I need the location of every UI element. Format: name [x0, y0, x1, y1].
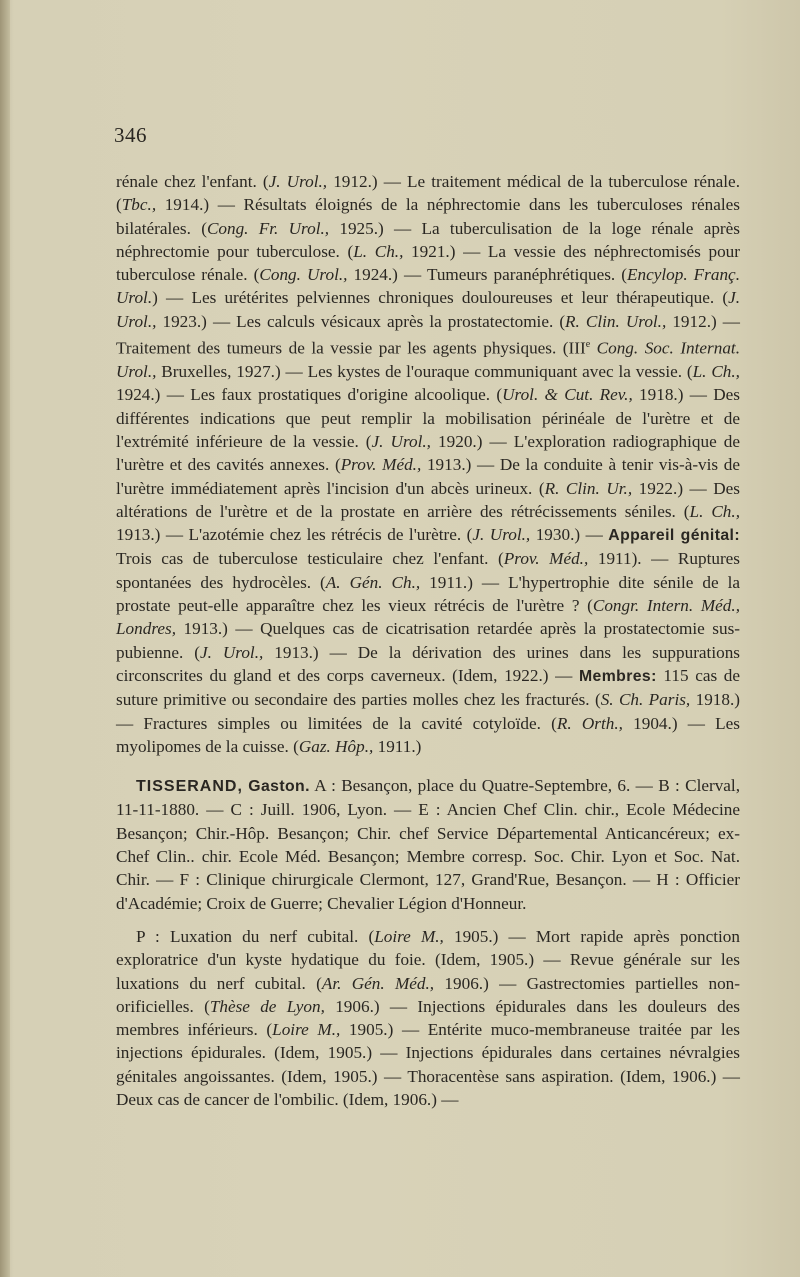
text-run: 1923.) — Les calculs vésicaux après la prostatectomie. (: [156, 311, 566, 331]
text-run: 1930.) —: [530, 525, 609, 545]
journal-citation: Ar. Gén. Méd.,: [321, 973, 435, 993]
body-text: [116, 170, 740, 1111]
text-run: 1912.) — Traitement des tumeurs de la vessie par les agents physiques. (III: [116, 311, 740, 358]
entry-surname: TISSERAND,: [136, 778, 243, 796]
text-run: 1913.) — De la dérivation des urines dans les suppurations circonscrites du gland et des corps caverneux. (Idem, 1922.) —: [116, 642, 740, 685]
journal-citation: Loire M.,: [374, 926, 444, 946]
journal-citation: J. Urol.,: [371, 432, 431, 451]
entry-biography: [116, 774, 740, 915]
text-run: 1912.) — Le traitement médical de la tuberculose rénale. (: [116, 172, 740, 215]
entry-firstname: Gaston.: [248, 778, 310, 796]
text-run: 1911). — Ruptures spontanées des hydrocèles. (: [116, 549, 740, 592]
journal-citation: J. Urol.,: [472, 525, 531, 545]
text-run: 1913.) — Quelques cas de cicatrisation retardée après la prostatectomie sus-pubienne. (: [116, 619, 740, 662]
ordinal-superscript: e: [585, 339, 591, 351]
journal-citation: Loire M.,: [272, 1020, 341, 1040]
journal-citation: A. Gén. Ch.,: [325, 572, 421, 592]
text-run: 1906.) — Injections épidurales dans les douleurs des membres inférieurs. (: [116, 996, 740, 1040]
journal-citation: R. Clin. Ur.,: [544, 478, 633, 498]
journal-citation: Cong. Fr. Urol.,: [206, 218, 330, 238]
text-run: 1922.) — Des altérations de l'urètre et de la prostate en arrière des rétrécissements séniles. (: [116, 478, 740, 521]
journal-citation: J. Urol.,: [116, 288, 740, 331]
journal-citation: J. Urol.,: [199, 642, 264, 662]
journal-citation: R. Clin. Urol.,: [565, 311, 667, 331]
journal-citation: Gaz. Hôp.,: [298, 736, 374, 756]
journal-citation: Tbc.,: [121, 195, 157, 215]
journal-citation: Prov. Méd.,: [340, 455, 422, 475]
text-run: 1914.) — Résultats éloignés de la néphrectomie dans les tuberculoses rénales bilatérales. (: [116, 195, 740, 238]
page-number: 346: [114, 123, 147, 147]
text-run: 1920.) — L'exploration radiographique de l'urètre et des cavités annexes. (: [116, 432, 741, 475]
journal-citation: Encylop. Franç. Urol.: [116, 265, 740, 308]
text-run: 1924.) — Tumeurs paranéphrétiques. (: [347, 265, 627, 285]
text-run: 115 cas de suture primitive ou secondaire des parties molles chez les fracturés. (: [116, 665, 740, 710]
text-run: 1906.) — Gastrectomies partielles non-orificielles. (: [116, 973, 740, 1016]
text-run: 1905.) — Mort rapide après ponction exploratrice d'un kyste hydatique du foie. (Idem, 1905.) — Revue générale sur les luxations du nerf cubital. (: [116, 926, 740, 993]
text-run: 1918.) — Des différentes indications que peut remplir la mobilisation périnéale de l'urètre et de l'extrémité inférieure de la vessie. (: [116, 385, 740, 451]
journal-citation: Congr. Intern. Méd., Londres,: [116, 596, 740, 639]
continuation-paragraph: [116, 170, 740, 758]
journal-citation: Urol. & Cut. Rev.,: [502, 385, 633, 405]
journal-citation: L. Ch.,: [692, 362, 740, 382]
section-heading-membres: Membres:: [578, 667, 657, 685]
text-run: Bruxelles, 1927.) — Les kystes de l'ouraque communiquant avec la vessie. (: [156, 362, 693, 382]
text-run: ) — Les urétérites pelviennes chroniques douloureuses et leur thérapeutique. (: [152, 288, 729, 308]
journal-citation: J. Urol.,: [268, 172, 328, 191]
text-run: 1913.) — L'azotémie chez les rétrécis de l'urètre. (: [116, 525, 473, 545]
text-run: 1913.) — De la conduite à tenir vis-à-vis de l'urètre immédiatement après l'incision d'un abcès urineux. (: [116, 455, 741, 498]
text-run: 1911.): [373, 736, 422, 756]
journal-citation: L. Ch.,: [353, 241, 404, 261]
journal-citation: Cong. Soc. Internat. Urol.,: [116, 338, 740, 382]
text-run: 1921.) — La vessie des néphrectomisés pour tuberculose rénale. (: [116, 241, 740, 285]
text-run: Trois cas de tuberculose testiculaire chez l'enfant. (: [116, 549, 504, 569]
text-run: 1904.) — Les myolipomes de la cuisse. (: [116, 713, 740, 756]
entry-bio-text: A : Besançon, place du Quatre-Septembre, 6. — B : Clerval, 11-11-1880. — C : Juill. 1906, Lyon. — E : Ancien Chef Clin. chir., Ecole Médecine Besançon; Chir.-Hôp. Besançon; Chir. chef Service Départemental Anticancéreux; ex-Chef Clin.. chir. Ecole Méd. Besançon; Membre corresp. Soc. Chir. Lyon et Soc. Nat. Chir. — F : Clinique chirurgicale Clermont, 127, Grand'Rue, Besançon. — H : Officier d'Académie; Croix de Guerre; Chevalier Légion d'Honneur.: [116, 776, 741, 913]
entry-publications: [116, 925, 740, 1111]
journal-citation: Thèse de Lyon,: [209, 996, 325, 1016]
page-binding-edge: [0, 0, 10, 1277]
journal-citation: L. Ch.,: [689, 501, 740, 521]
text-run: rénale chez l'enfant. (: [116, 172, 269, 191]
text-run: P : Luxation du nerf cubital. (: [136, 926, 375, 946]
section-heading-appareil-genital: Appareil génital:: [608, 527, 741, 545]
text-run: 1925.) — La tuberculisation de la loge rénale après néphrectomie pour tuberculose. (: [116, 218, 740, 261]
text-run: 1918.) — Fractures simples ou limitées de la cavité cotyloïde. (: [116, 690, 741, 733]
journal-citation: Cong. Urol.,: [259, 265, 348, 285]
text-run: 1911.) — L'hypertrophie dite sénile de la prostate peut-elle apparaître chez les vieux rétrécis de l'urètre ? (: [116, 572, 740, 616]
journal-citation: S. Ch. Paris,: [600, 690, 691, 710]
journal-citation: R. Orth.,: [556, 713, 623, 733]
text-run: 1924.) — Les faux prostatiques d'origine alcoolique. (: [116, 385, 503, 405]
text-run: 1905.) — Entérite muco-membraneuse traitée par les injections épidurales. (Idem, 1905.) — Injections épidurales dans certaines névralgies génitales angoissantes. (Idem, 1905.) — Thoracentèse sans aspiration. (Idem, 1906.) — Deux cas de cancer de l'ombilic. (Idem, 1906.) —: [116, 1020, 740, 1110]
journal-citation: Prov. Méd.,: [503, 549, 589, 569]
